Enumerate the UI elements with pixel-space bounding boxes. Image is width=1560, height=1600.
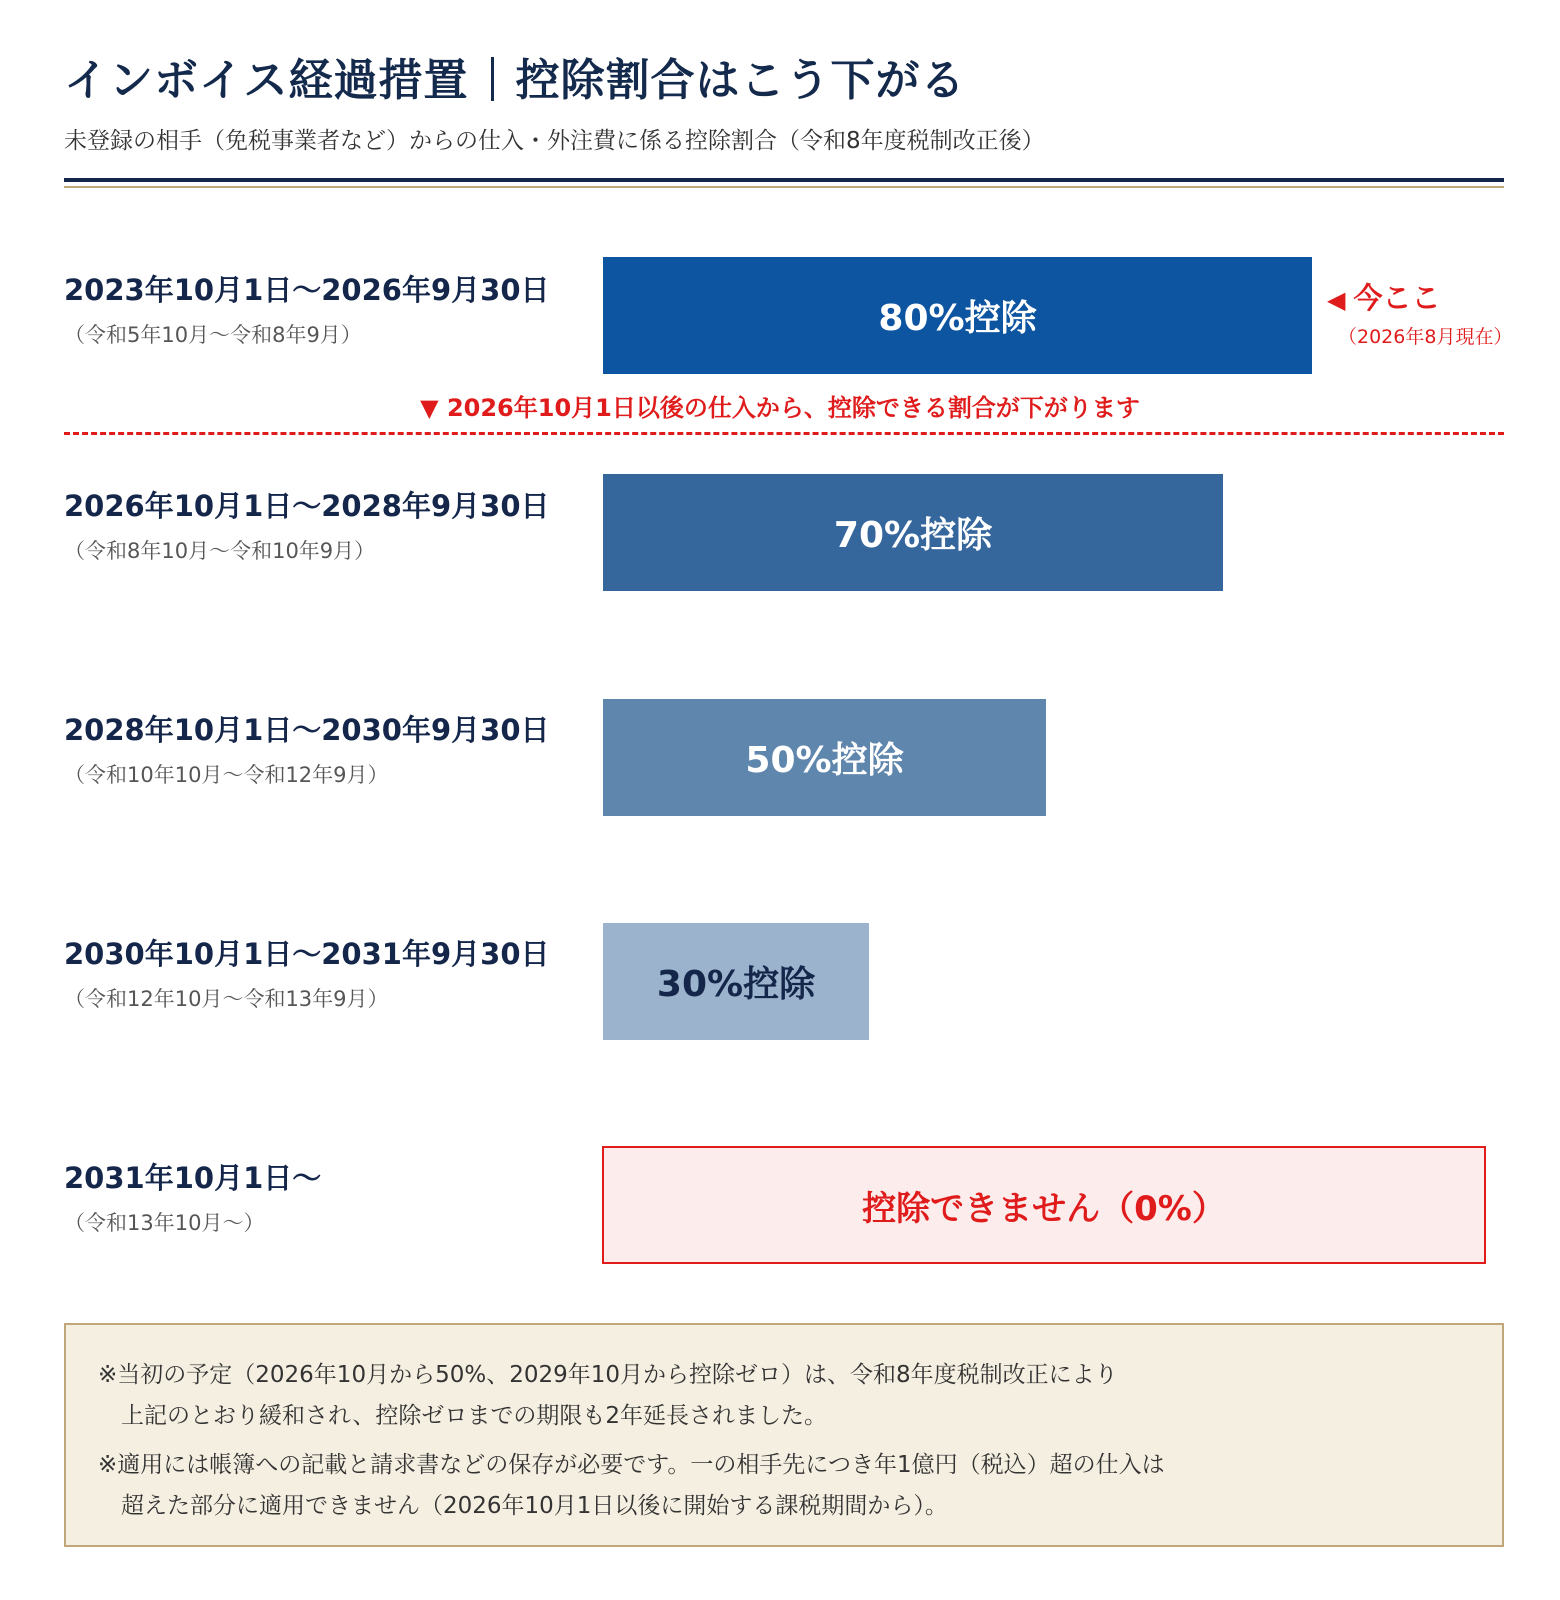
change-divider bbox=[64, 432, 1504, 435]
header-rule-navy bbox=[64, 178, 1504, 182]
period-1-dates: 2023年10月1日〜2026年9月30日 bbox=[64, 273, 550, 307]
bar-70-percent-label: 70%控除 bbox=[833, 515, 993, 556]
bar-70-percent bbox=[603, 474, 1223, 591]
period-2 bbox=[64, 484, 550, 565]
change-notice: ▼ 2026年10月1日以後の仕入から、控除できる割合が下がります bbox=[420, 394, 1140, 422]
period-2-era: （令和8年10月〜令和10年9月） bbox=[64, 539, 376, 563]
note-2 bbox=[98, 1445, 1470, 1527]
period-3 bbox=[64, 708, 550, 789]
period-3-dates: 2028年10月1日〜2030年9月30日 bbox=[64, 713, 550, 747]
bar-30-percent bbox=[603, 923, 869, 1040]
current-marker-label: 今ここ bbox=[1353, 281, 1441, 315]
bar-80-percent-label: 80%控除 bbox=[878, 298, 1037, 339]
page-subtitle: 未登録の相手（免税事業者など）からの仕入・外注費に係る控除割合（令和8年度税制改正後） bbox=[64, 128, 1045, 154]
period-4 bbox=[64, 932, 550, 1013]
title-separator bbox=[491, 57, 494, 101]
period-1-era: （令和5年10月〜令和8年9月） bbox=[64, 323, 362, 347]
current-marker-date: （2026年8月現在） bbox=[1338, 326, 1513, 348]
period-3-era: （令和10年10月〜令和12年9月） bbox=[64, 763, 389, 787]
period-5-era: （令和13年10月〜） bbox=[64, 1211, 265, 1235]
note-1-line-1: ※当初の予定（2026年10月から50%、2029年10月から控除ゼロ）は、令和8年度税制改正により bbox=[98, 1362, 1118, 1388]
note-2-line-1: ※適用には帳簿への記載と請求書などの保存が必要です。一の相手先につき年1億円（税込）超の仕入は bbox=[98, 1452, 1165, 1478]
title-right: 控除割合はこう下がる bbox=[515, 55, 966, 106]
note-1 bbox=[98, 1355, 1470, 1437]
bar-30-percent-label: 30%控除 bbox=[656, 964, 816, 1005]
period-2-dates: 2026年10月1日〜2028年9月30日 bbox=[64, 489, 550, 523]
notes-box bbox=[64, 1323, 1504, 1547]
note-2-line-2: 超えた部分に適用できません（2026年10月1日以後に開始する課税期間から）。 bbox=[98, 1493, 948, 1519]
bar-80-percent bbox=[603, 257, 1312, 374]
bar-0-percent bbox=[602, 1146, 1486, 1264]
current-marker bbox=[1327, 276, 1440, 317]
title-left: インボイス経過措置 bbox=[64, 55, 469, 106]
header-rule-gold bbox=[64, 186, 1504, 188]
period-4-dates: 2030年10月1日〜2031年9月30日 bbox=[64, 937, 550, 971]
period-5 bbox=[64, 1156, 321, 1237]
bar-50-percent-label: 50%控除 bbox=[745, 740, 904, 781]
period-5-dates: 2031年10月1日〜 bbox=[64, 1161, 322, 1195]
period-4-era: （令和12年10月〜令和13年9月） bbox=[64, 987, 389, 1011]
bar-50-percent bbox=[603, 699, 1046, 816]
bar-0-percent-label: 控除できません（0%） bbox=[862, 1188, 1226, 1229]
page-title bbox=[64, 44, 966, 108]
note-1-line-2: 上記のとおり緩和され、控除ゼロまでの期限も2年延長されました。 bbox=[98, 1403, 828, 1429]
left-triangle-icon: ◀ bbox=[1327, 286, 1346, 314]
period-1 bbox=[64, 268, 550, 349]
